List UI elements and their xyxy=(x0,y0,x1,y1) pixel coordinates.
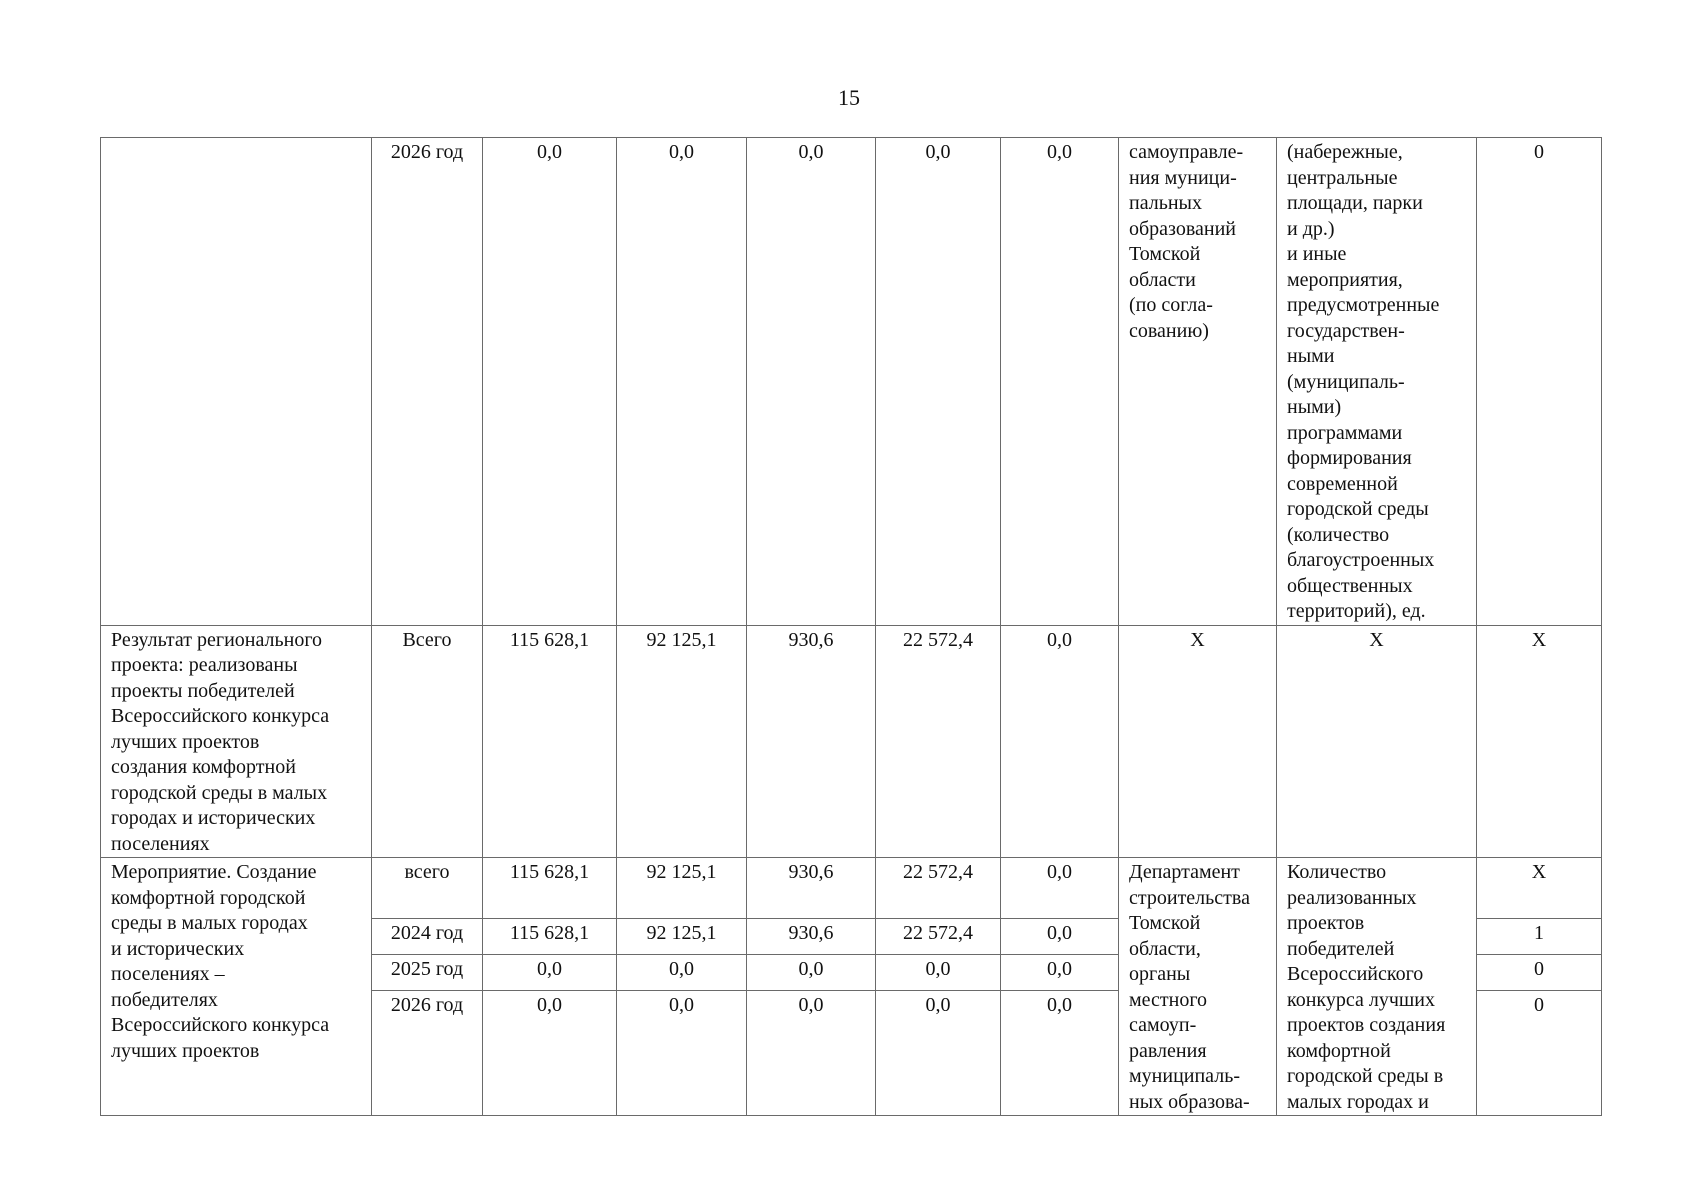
period-cell: 2025 год xyxy=(372,955,483,990)
executor-cell: X xyxy=(1119,625,1277,858)
executor-text: Департамент строительства Томской области, органы местного самоуп- равления муниципаль- ных образова- xyxy=(1129,861,1250,1113)
executor-cell xyxy=(1119,138,1277,626)
table-row xyxy=(101,138,1602,626)
value-cell-regional: 0,0 xyxy=(747,955,876,990)
value-cell-federal: 0,0 xyxy=(617,955,747,990)
executor-text: самоуправле- ния муници- пальных образований Томской области (по согла- сованию) xyxy=(1129,141,1244,342)
value-cell-local: 22 572,4 xyxy=(876,918,1001,954)
value-cell-extra: 0,0 xyxy=(1001,955,1119,990)
value-cell-extra: 0,0 xyxy=(1001,918,1119,954)
indicator-text: (набережные, центральные площади, парки и др.) и иные мероприятия, предусмотренные государствен- ными (муниципаль- ными) программами формирования современной городской среды (количество благоустроенных общественных территорий), ед. xyxy=(1287,141,1440,622)
executor-cell xyxy=(1119,858,1277,1116)
period-cell: всего xyxy=(372,858,483,919)
period-cell: 2024 год xyxy=(372,918,483,954)
value-cell-total: 0,0 xyxy=(483,955,617,990)
event-title-cell xyxy=(101,858,372,1116)
page-number: 15 xyxy=(838,85,860,110)
value-cell-regional: 0,0 xyxy=(747,138,876,626)
indicator-cell xyxy=(1277,858,1477,1116)
value-cell-total: 115 628,1 xyxy=(483,625,617,858)
value-cell-federal: 92 125,1 xyxy=(617,858,747,919)
target-cell: 0 xyxy=(1477,955,1602,990)
value-cell-total: 0,0 xyxy=(483,990,617,1115)
period-cell: 2026 год xyxy=(372,990,483,1115)
value-cell-federal: 0,0 xyxy=(617,138,747,626)
value-cell-local: 0,0 xyxy=(876,990,1001,1115)
value-cell-regional: 0,0 xyxy=(747,990,876,1115)
value-cell-local: 0,0 xyxy=(876,138,1001,626)
value-cell-federal: 92 125,1 xyxy=(617,625,747,858)
target-cell: 0 xyxy=(1477,138,1602,626)
target-cell: X xyxy=(1477,625,1602,858)
value-cell-total: 115 628,1 xyxy=(483,918,617,954)
value-cell-local: 22 572,4 xyxy=(876,625,1001,858)
target-cell: 0 xyxy=(1477,990,1602,1115)
financing-table xyxy=(100,137,1602,1116)
value-cell-extra: 0,0 xyxy=(1001,138,1119,626)
value-cell-total: 115 628,1 xyxy=(483,858,617,919)
table-row xyxy=(101,858,1602,919)
task-cell-empty xyxy=(101,138,372,626)
value-cell-regional: 930,6 xyxy=(747,918,876,954)
value-cell-federal: 92 125,1 xyxy=(617,918,747,954)
value-cell-local: 0,0 xyxy=(876,955,1001,990)
period-cell: Всего xyxy=(372,625,483,858)
result-title-cell xyxy=(101,625,372,858)
target-cell: X xyxy=(1477,858,1602,919)
value-cell-regional: 930,6 xyxy=(747,858,876,919)
value-cell-extra: 0,0 xyxy=(1001,625,1119,858)
indicator-cell xyxy=(1277,138,1477,626)
indicator-text: Количество реализованных проектов победителей Всероссийского конкурса лучших проектов создания комфортной городской среды в малых городах и xyxy=(1287,861,1446,1113)
value-cell-extra: 0,0 xyxy=(1001,858,1119,919)
value-cell-regional: 930,6 xyxy=(747,625,876,858)
value-cell-local: 22 572,4 xyxy=(876,858,1001,919)
value-cell-total: 0,0 xyxy=(483,138,617,626)
period-cell: 2026 год xyxy=(372,138,483,626)
indicator-cell: X xyxy=(1277,625,1477,858)
event-title: Мероприятие. Создание комфортной городской среды в малых городах и исторических поселениях – победителях Всероссийского конкурса лучших проектов xyxy=(111,861,330,1062)
value-cell-extra: 0,0 xyxy=(1001,990,1119,1115)
result-title: Результат регионального проекта: реализованы проекты победителей Всероссийского конкурса лучших проектов создания комфортной городской среды в малых городах и исторических поселениях xyxy=(111,628,330,855)
target-cell: 1 xyxy=(1477,918,1602,954)
value-cell-federal: 0,0 xyxy=(617,990,747,1115)
table-row xyxy=(101,625,1602,858)
